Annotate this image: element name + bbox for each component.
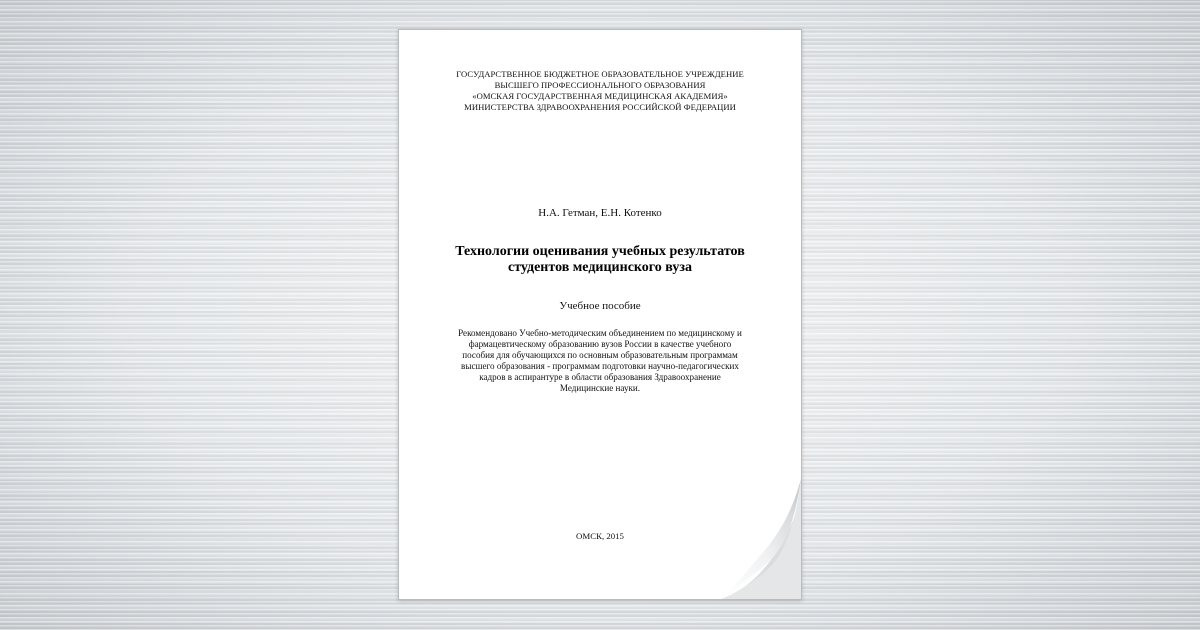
title-line: студентов медицинского вуза — [507, 260, 693, 275]
page-curl-icon — [721, 479, 801, 599]
institution-header — [399, 69, 801, 113]
header-line: ВЫСШЕГО ПРОФЕССИОНАЛЬНОГО ОБРАЗОВАНИЯ — [494, 80, 706, 90]
header-line: МИНИСТЕРСТВА ЗДРАВООХРАНЕНИЯ РОССИЙСКОЙ ФЕДЕРАЦИИ — [464, 102, 736, 112]
recommendation-line: кадров в аспирантуре в области образования Здравоохранение — [479, 372, 721, 382]
recommendation-text — [399, 328, 801, 394]
recommendation-line: фармацевтическому образованию вузов России в качестве учебного — [468, 339, 732, 349]
recommendation-line: Медицинские науки. — [559, 383, 641, 393]
document-title — [399, 244, 801, 276]
header-line: ГОСУДАРСТВЕННОЕ БЮДЖЕТНОЕ ОБРАЗОВАТЕЛЬНОЕ УЧРЕЖДЕНИЕ — [456, 69, 744, 79]
authors: Н.А. Гетман, Е.Н. Котенко — [538, 207, 662, 219]
header-line: «ОМСКАЯ ГОСУДАРСТВЕННАЯ МЕДИЦИНСКАЯ АКАДЕМИЯ» — [472, 91, 728, 101]
document-page — [398, 29, 802, 600]
document-subtitle: Учебное пособие — [559, 300, 641, 312]
recommendation-line: высшего образования - программам подготовки научно-педагогических — [461, 361, 739, 371]
city-year: ОМСК, 2015 — [576, 531, 624, 541]
recommendation-line: пособия для обучающихся по основным образовательным программам — [462, 350, 738, 360]
recommendation-line: Рекомендовано Учебно-методическим объединением по медицинскому и — [458, 328, 742, 338]
title-line: Технологии оценивания учебных результатов — [455, 244, 745, 259]
